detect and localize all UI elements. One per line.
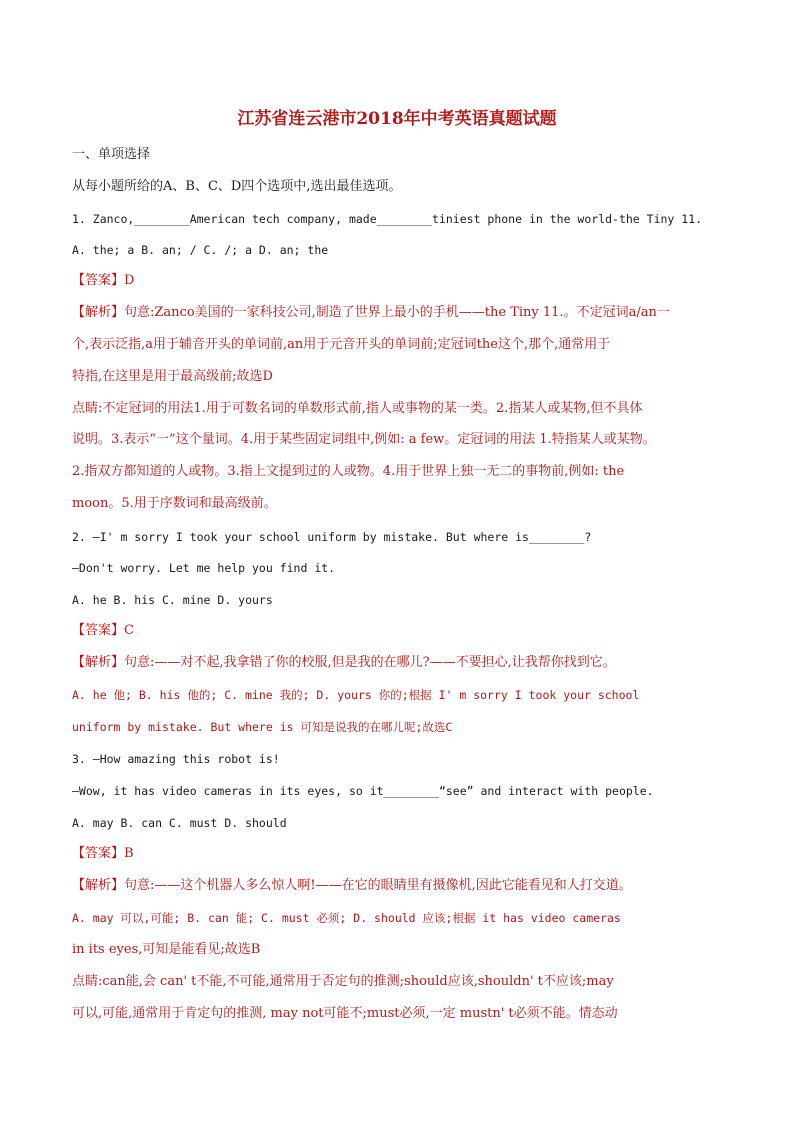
q2-question-line-1: 2. —I' m sorry I took your school uniform by mistake. But where is________? — [72, 530, 592, 544]
q2-analysis-line-2: A. he 他; B. his 他的; C. mine 我的; D. yours 你的;根据 I' m sorry I took your school — [72, 688, 640, 702]
q3-question-line-1: 3. —How amazing this robot is! — [72, 752, 280, 766]
q2-answer-line — [72, 622, 732, 640]
q1-options: A. the; a B. an; / C. /; a D. an; the — [72, 243, 329, 257]
q1-analysis-line-2: 个,表示泛指,a用于辅音开头的单词前,an用于元音开头的单词前;定冠词the这个,那个,通常用于 — [72, 337, 611, 352]
q3-analysis-line-3: in its eyes,可知是能看见;故选B — [72, 942, 261, 957]
instruction-text: 从每小题所给的A、B、C、D四个选项中,选出最佳选项。 — [72, 179, 402, 194]
analysis-tag: 【解析】 — [72, 305, 125, 320]
q2-analysis-text-1: 句意:——对不起,我拿错了你的校服,但是我的在哪儿?——不要担心,让我帮你找到它。 — [124, 655, 616, 670]
q3-question-line-2: —Wow, it has video cameras in its eyes, so it________“see” and interact with people. — [72, 784, 654, 798]
q2-analysis-line-3: uniform by mistake. But where is 可知是说我的在哪儿呢;故选C — [72, 720, 453, 734]
q2-answer: C — [124, 623, 134, 638]
q1-note-line-4: moon。5.用于序数词和最高级前。 — [72, 496, 277, 511]
q3-note-line-2: 可以,可能,通常用于肯定句的推测, may not可能不;must必须,一定 mustn' t必须不能。情态动 — [72, 1006, 618, 1021]
q1-note-line-2: 说明。3.表示“一”这个量词。4.用于某些固定词组中,例如: a few。定冠词的用法 1.特指某人或某物。 — [72, 432, 656, 447]
q1-answer: D — [124, 273, 135, 288]
q1-question: 1. Zanco,________American tech company, made________tiniest phone in the world-the Tiny 11. — [72, 212, 703, 226]
q3-analysis-line-2: A. may 可以,可能; B. can 能; C. must 必须; D. should 应该;根据 it has video cameras — [72, 911, 621, 925]
q1-analysis-line-1 — [72, 304, 732, 322]
q1-analysis-line-3: 特指,在这里是用于最高级前;故选D — [72, 369, 273, 384]
q1-answer-line — [72, 272, 732, 290]
q3-answer: B — [124, 846, 134, 861]
q3-options: A. may B. can C. must D. should — [72, 816, 287, 830]
q3-analysis-line-1 — [72, 877, 732, 895]
answer-tag: 【答案】 — [72, 623, 125, 638]
q1-note-line-3: 2.指双方都知道的人或物。3.指上文提到过的人或物。4.用于世界上独一无二的事物前,例如: the — [72, 464, 625, 479]
q2-options: A. he B. his C. mine D. yours — [72, 593, 273, 607]
section-heading: 一、单项选择 — [72, 147, 151, 162]
analysis-tag: 【解析】 — [72, 878, 125, 893]
q3-note-line-1: 点睛:can能,会 can' t不能,不可能,通常用于否定句的推测;should应该,shouldn' t不应该;may — [72, 974, 614, 989]
answer-tag: 【答案】 — [72, 273, 125, 288]
q1-note-line-1: 点睛:不定冠词的用法1.用于可数名词的单数形式前,指人或事物的某一类。2.指某人或某物,但不具体 — [72, 401, 643, 416]
q1-analysis-text-1: 句意:Zanco美国的一家科技公司,制造了世界上最小的手机——the Tiny 11.。不定冠词a/an一 — [124, 305, 670, 320]
document-title: 江苏省连云港市2018年中考英语真题试题 — [237, 109, 557, 129]
q2-question-line-2: —Don't worry. Let me help you find it. — [72, 561, 336, 575]
answer-tag: 【答案】 — [72, 846, 125, 861]
q3-analysis-text-1: 句意:——这个机器人多么惊人啊!——在它的眼睛里有摄像机,因此它能看见和人打交道。 — [124, 878, 632, 893]
q2-analysis-line-1 — [72, 654, 732, 672]
analysis-tag: 【解析】 — [72, 655, 125, 670]
q3-answer-line — [72, 845, 732, 863]
